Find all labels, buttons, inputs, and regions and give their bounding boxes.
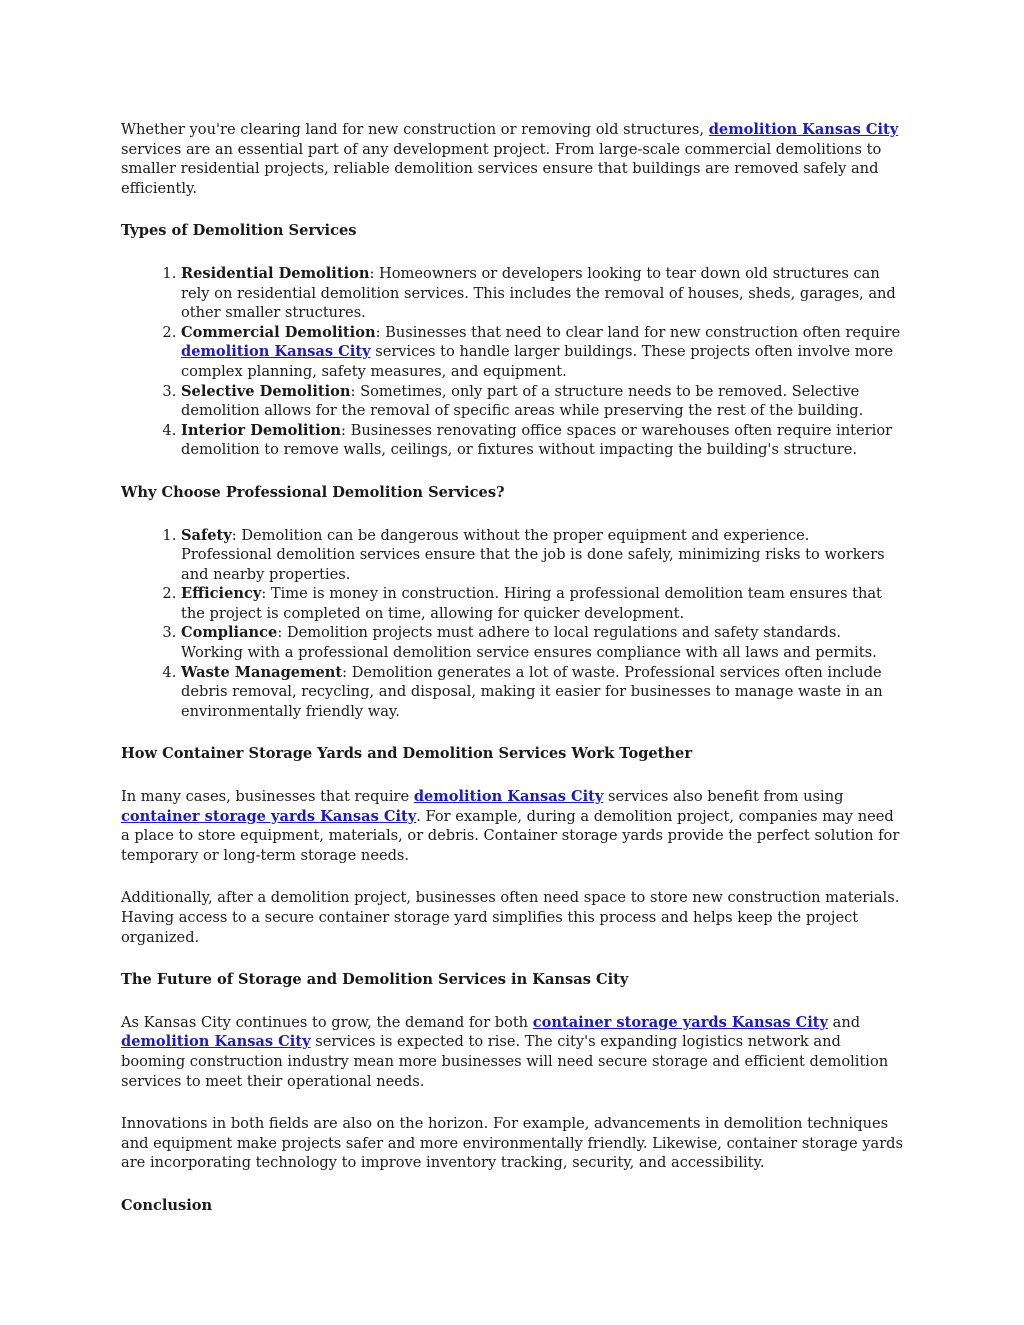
list-item-text: : Sometimes, only part of a structure needs to be removed. Selective demolition allows for the removal of specific areas while preserving the rest of the building. — [181, 382, 864, 420]
future-heading: The Future of Storage and Demolition Services in Kansas City — [121, 971, 629, 989]
list-item-term: Selective Demolition — [181, 382, 351, 400]
list-item — [181, 584, 904, 623]
list-item — [181, 663, 904, 722]
list-item-text: : Demolition generates a lot of waste. Professional services often include debris removal, recycling, and disposal, making it easier for businesses to manage waste in an environmentally friendly way. — [181, 663, 883, 720]
together-paragraph-1 — [121, 787, 904, 865]
demolition-kansas-city-link[interactable]: demolition Kansas City — [708, 121, 899, 138]
list-item-text: services to handle larger buildings. These projects often involve more complex planning, safety measures, and equipment. — [181, 343, 893, 380]
conclusion-heading: Conclusion — [121, 1196, 213, 1214]
list-item — [181, 421, 904, 460]
paragraph-text: and — [828, 1013, 861, 1031]
list-item-text: : Time is money in construction. Hiring a professional demolition team ensures that the project is completed on time, allowing for quicker development. — [181, 585, 882, 622]
list-item — [181, 623, 904, 662]
together-heading: How Container Storage Yards and Demolition Services Work Together — [121, 745, 693, 763]
demolition-kansas-city-link[interactable]: demolition Kansas City — [181, 343, 371, 361]
intro-text-before: Whether you're clearing land for new construction or removing old structures, — [121, 121, 709, 138]
list-item-term: Safety — [181, 526, 232, 544]
why-list — [121, 526, 904, 722]
list-item-text: : Demolition projects must adhere to local regulations and safety standards. Working with a professional demolition service ensures compliance with all laws and permits. — [181, 624, 877, 662]
intro-paragraph — [121, 120, 904, 198]
list-item-text: : Homeowners or developers looking to tear down old structures can rely on residential demolition services. This includes the removal of houses, sheds, garages, and other smaller structures. — [181, 264, 896, 322]
container-storage-yards-link[interactable]: container storage yards Kansas City — [532, 1013, 829, 1031]
list-item — [181, 382, 904, 421]
intro-text-after: services are an essential part of any development project. From large-scale commercial demolitions to smaller residential projects, reliable demolition services ensure that buildings are removed safely and efficiently. — [121, 140, 882, 197]
together-paragraph-2: Additionally, after a demolition project, businesses often need space to store new construction materials. Having access to a secure container storage yard simplifies this process and helps keep the project organized. — [121, 889, 900, 946]
list-item — [181, 264, 904, 323]
list-item-term: Residential Demolition — [181, 264, 370, 282]
future-paragraph-1 — [121, 1013, 904, 1091]
types-list — [121, 264, 904, 460]
demolition-kansas-city-link[interactable]: demolition Kansas City — [413, 788, 604, 806]
list-item — [181, 323, 904, 382]
paragraph-text: . For example, during a demolition project, companies may need a place to store equipment, materials, or debris. Container storage yards provide the perfect solution for temporary or long-term storage needs. — [121, 807, 900, 864]
paragraph-text: As Kansas City continues to grow, the demand for both — [121, 1013, 533, 1031]
list-item-text: : Businesses that need to clear land for new construction often require — [375, 323, 901, 341]
list-item-term: Commercial Demolition — [181, 323, 376, 341]
list-item-text: : Demolition can be dangerous without the proper equipment and experience. Professional demolition services ensure that the job is done safely, minimizing risks to workers and nearby properties. — [181, 526, 885, 583]
list-item-term: Efficiency — [181, 585, 262, 603]
types-heading: Types of Demolition Services — [121, 222, 357, 240]
paragraph-text: services is expected to rise. The city's expanding logistics network and booming construction industry mean more businesses will need secure storage and efficient demolition services to meet their operational needs. — [121, 1033, 889, 1090]
list-item-term: Waste Management — [181, 663, 343, 681]
paragraph-text: services also benefit from using — [603, 788, 844, 806]
container-storage-yards-link[interactable]: container storage yards Kansas City — [121, 807, 417, 825]
future-paragraph-2: Innovations in both fields are also on the horizon. For example, advancements in demolition techniques and equipment make projects safer and more environmentally friendly. Likewise, container storage yards are incorporating technology to improve inventory tracking, security, and accessibility. — [121, 1115, 904, 1172]
why-heading: Why Choose Professional Demolition Services? — [121, 483, 505, 501]
list-item-text: : Businesses renovating office spaces or warehouses often require interior demolition to remove walls, ceilings, or fixtures without impacting the building's structure. — [181, 421, 893, 459]
paragraph-text: In many cases, businesses that require — [121, 788, 414, 806]
list-item — [181, 526, 904, 585]
list-item-term: Interior Demolition — [181, 421, 342, 439]
demolition-kansas-city-link[interactable]: demolition Kansas City — [121, 1033, 311, 1051]
list-item-term: Compliance — [181, 624, 278, 642]
